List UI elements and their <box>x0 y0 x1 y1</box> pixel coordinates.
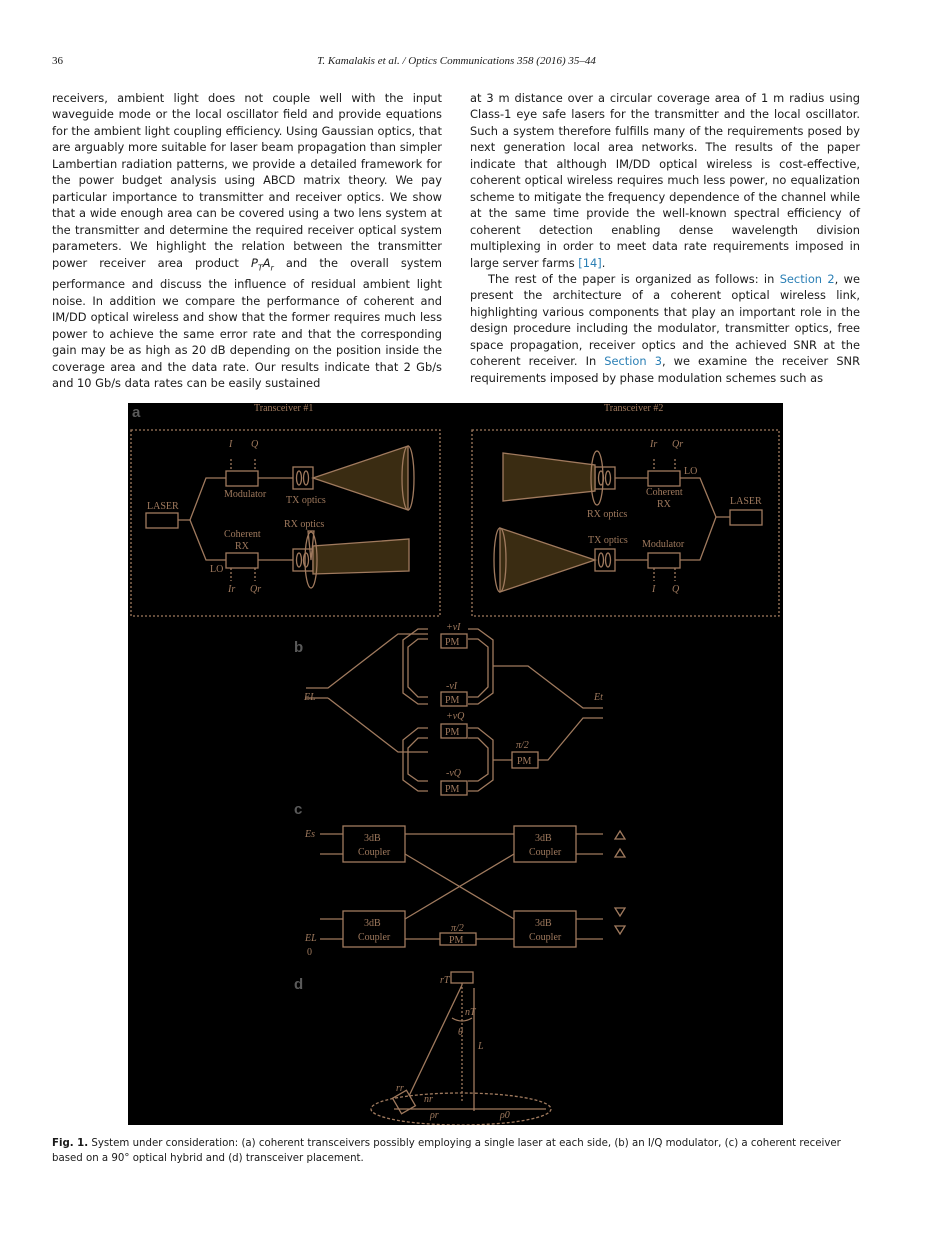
el-label-b: EL <box>304 692 316 703</box>
figure-caption <box>52 1136 861 1166</box>
et-label-b: Et <box>594 692 603 703</box>
qr-label-2: Qr <box>672 439 684 450</box>
i-label-2: I <box>652 584 656 595</box>
nr-label: nr <box>424 1094 433 1105</box>
i-label-1: I <box>229 439 233 450</box>
pm-label-5: PM <box>517 756 532 767</box>
laser-label-1: LASER <box>147 501 179 512</box>
tx-beam-1 <box>313 446 408 510</box>
coherent-rx-box-1 <box>226 553 258 568</box>
modulator-label-2: Modulator <box>642 539 685 550</box>
vi-minus-label: -vI <box>446 681 458 692</box>
vi-plus-label: +vI <box>446 622 461 633</box>
pi2-label-c: π/2 <box>451 923 464 934</box>
ir-label-1: Ir <box>228 584 236 595</box>
q-label-2: Q <box>672 584 680 595</box>
pm-label-3: PM <box>445 727 460 738</box>
caption-label: Fig. 1. <box>52 1138 89 1149</box>
lo-label-2: LO <box>684 466 698 477</box>
rr-label: rr <box>396 1083 404 1094</box>
panel-c-label: c <box>294 801 303 818</box>
coupler3-line2: Coupler <box>358 932 391 943</box>
coupler4-line1: 3dB <box>535 918 552 929</box>
tx-optics-label-2: TX optics <box>588 535 628 546</box>
left-paragraph <box>52 90 442 391</box>
rx-optics-label-2: RX optics <box>587 509 628 520</box>
left-column <box>52 90 442 391</box>
right-column <box>470 90 860 386</box>
laser-label-2: LASER <box>730 496 762 507</box>
left-text-1: receivers, ambient light does not couple well with the input waveguide mode or the local oscillator field and provide equations for the ambient light coupling efficiency. Using Gaussian optics, that are arguably more suitable for laser beam propagation than simpler Lambertian radiation patterns, we provide a detailed framework for the power budget analysis using ABCD matrix theory. We pay particular importance to transmitter and receiver optics. We show that a wide enough area can be covered using a two lens system at the transmitter and determine the required receiver optical system parameters. We highlight the relation between the transmitter power receiver area product <box>52 91 442 270</box>
theta-label: θ <box>458 1027 463 1038</box>
vq-plus-label: +vQ <box>446 711 465 722</box>
panel-b-label: b <box>294 639 304 656</box>
coupler3-line1: 3dB <box>364 918 381 929</box>
modulator-label-1: Modulator <box>224 489 267 500</box>
right-paragraph-1: at 3 m distance over a circular coverage area of 1 m radius using Class-1 eye safe lasers for the transmitter and the local oscillator. Such a system therefore fulfills many of the requirements posed by next generation local area networks. The results of the paper indicate that although IM/DD optical wireless is cost-effective, coherent optical wireless requires much less power, no equalization scheme to mitigate the frequency dependence of the channel while at the same time provide the well-known spectral efficiency of coherent detection enabling dense wavelength division multiplexing in order to meet data rate requirements imposed in large server farms [14]. <box>470 91 860 270</box>
pi2-label-b: π/2 <box>516 740 529 751</box>
coupler1-line2: Coupler <box>358 847 391 858</box>
coherent-label-1: Coherent <box>224 529 261 540</box>
pm-label-4: PM <box>445 784 460 795</box>
zero-label: 0 <box>307 947 312 958</box>
transmitter-box <box>451 972 473 983</box>
math-ptar: $P_TA_r$ <box>250 255 274 272</box>
coherent-label-2: Coherent <box>646 487 683 498</box>
length-label: L <box>478 1041 484 1052</box>
page-number: 36 <box>52 55 63 67</box>
laser-box-2 <box>730 510 762 525</box>
laser-box-1 <box>146 513 178 528</box>
caption-text: System under consideration: (a) coherent transceivers possibly employing a single laser at each side, (b) an I/Q modulator, (c) a coherent receiver based on a 90° optical hybrid and (d) transceiver placement. <box>52 1138 841 1164</box>
coupler1-line1: 3dB <box>364 833 381 844</box>
qr-label-1: Qr <box>250 584 262 595</box>
photodiode-pair-1 <box>615 831 625 857</box>
es-label: Es <box>305 829 315 840</box>
modulator-box-1 <box>226 471 258 486</box>
coupler2-line1: 3dB <box>535 833 552 844</box>
modulator-box-2 <box>648 553 680 568</box>
photodiode-pair-2 <box>615 908 625 934</box>
rho-0-label: ρ0 <box>500 1110 510 1121</box>
rx-beam-2 <box>503 453 595 501</box>
transceiver2-label: Transceiver #2 <box>604 403 664 414</box>
section-2-link[interactable]: Section 2 <box>779 271 835 286</box>
running-title: T. Kamalakis et al. / Optics Communications 358 (2016) 35–44 <box>317 55 596 67</box>
ref-14-link[interactable]: [14] <box>578 255 602 270</box>
page-header <box>52 55 861 71</box>
iq-arm-upper <box>306 634 428 688</box>
left-text-2: and the overall system performance and discuss the influence of residual ambient light noise. In addition we compare the performance of coherent and IM/DD optical wireless and show that the former requires much less power to achieve the same error rate and that the corresponding gain may be as high as 20 dB depending on the position inside the coverage area and the data rate. Our results indicate that 2 Gb/s and 10 Gb/s data rates can be easily sustained <box>52 255 443 390</box>
panel-a-label: a <box>132 404 141 421</box>
right-paragraph-2: The rest of the paper is organized as follows: in Section 2, we present the architecture of a coherent optical wireless link, highlighting various components that play an important role in the design procedure including the modulator, transmitter optics, free space propagation, receiver optics and the achieved SNR at the coherent receiver. In Section 3, we examine the receiver SNR requirements imposed by phase modulation schemes such as <box>470 271 860 385</box>
panel-d-label: d <box>294 976 304 993</box>
pm-label-2: PM <box>445 695 460 706</box>
rx-label-2: RX <box>657 499 671 510</box>
rt-label: rT <box>440 975 450 986</box>
coherent-rx-box-2 <box>648 471 680 486</box>
el-label-c: EL <box>305 933 317 944</box>
rho-r-label: ρr <box>430 1110 439 1121</box>
tx-beam-2 <box>500 528 595 592</box>
lo-label-1: LO <box>210 564 224 575</box>
tx-optics-label-1: TX optics <box>286 495 326 506</box>
figure-diagram <box>128 403 783 1125</box>
figure-1 <box>128 403 783 1125</box>
rx-label-1: RX <box>235 541 249 552</box>
nt-label: nT <box>465 1007 476 1018</box>
ir-label-2: Ir <box>650 439 658 450</box>
rx-beam-1 <box>313 539 409 574</box>
pm-label-hybrid: PM <box>449 935 464 946</box>
coupler2-line2: Coupler <box>529 847 562 858</box>
q-label-1: Q <box>251 439 259 450</box>
section-3-link[interactable]: Section 3 <box>604 354 662 369</box>
rx-optics-label-1: RX optics <box>284 519 325 530</box>
coupler4-line2: Coupler <box>529 932 562 943</box>
vq-minus-label: -vQ <box>446 768 461 779</box>
pm-label-1: PM <box>445 637 460 648</box>
transceiver1-label: Transceiver #1 <box>254 403 314 414</box>
